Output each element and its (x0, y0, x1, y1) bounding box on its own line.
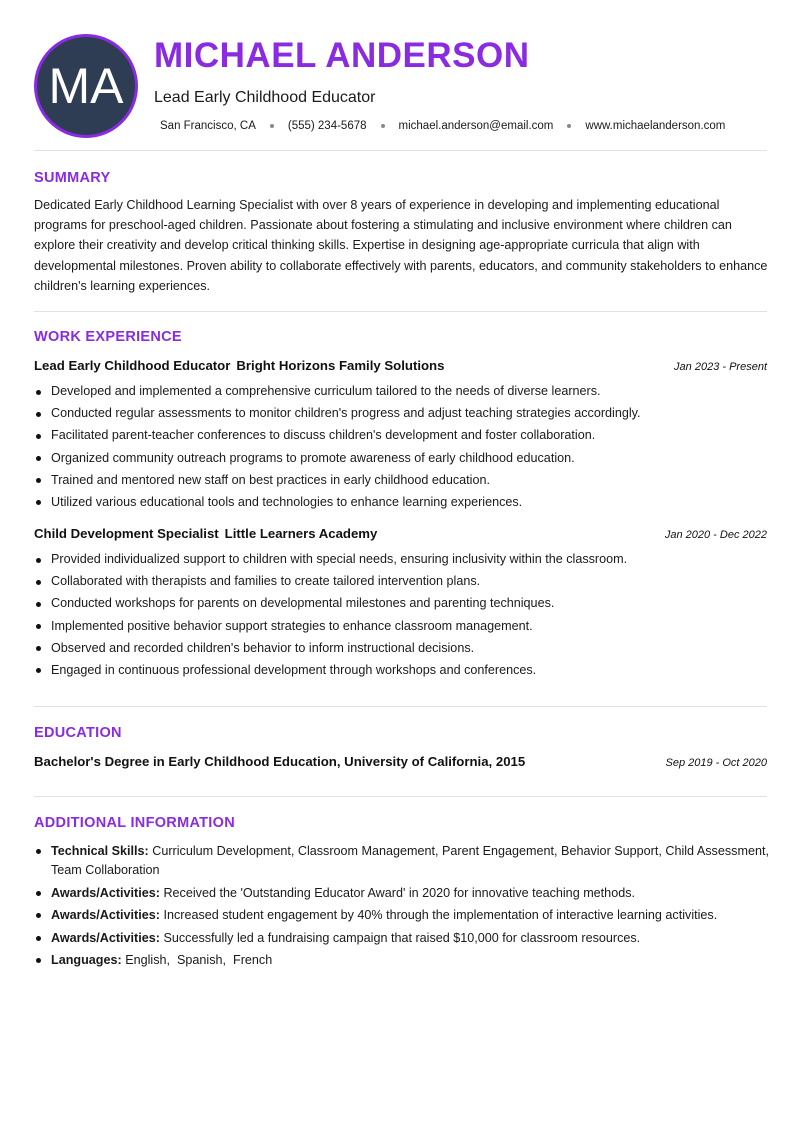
avatar (34, 34, 138, 138)
section-title-additional-information: ADDITIONAL INFORMATION (34, 815, 235, 831)
job-dates: Jan 2023 - Present (674, 361, 767, 373)
avatar-initials: MA (48, 58, 124, 114)
info-text: Curriculum Development, Classroom Management, Parent Engagement, Behavior Support, Child Assessment, Team Collaboration (51, 844, 769, 877)
contact-bar (160, 120, 725, 132)
contact-website[interactable]: www.michaelanderson.com (585, 120, 726, 132)
list-item: Collaborated with therapists and families to create tailored intervention plans. (34, 573, 769, 590)
list-item: Developed and implemented a comprehensive curriculum tailored to the needs of diverse learners. (34, 383, 769, 400)
list-item: Observed and recorded children's behavior to inform instructional decisions. (34, 640, 769, 657)
job-company: Bright Horizons Family Solutions (236, 358, 445, 373)
info-label: Technical Skills: (51, 844, 149, 858)
education-dates: Sep 2019 - Oct 2020 (665, 757, 767, 769)
list-item (34, 906, 769, 925)
list-item: Organized community outreach programs to promote awareness of early childhood education. (34, 450, 769, 467)
summary-text: Dedicated Early Childhood Learning Specialist with over 8 years of experience in developing and implementing educational programs for preschool-aged children. Passionate about fostering a stimulating and inclusive environment where children can explore their creativity and develop critical thinking skills. Expertise in designing age-appropriate curricula that align with developmental milestones. Proven ability to collaborate effectively with parents, educators, and community stakeholders to enhance children's learning experiences. (34, 198, 768, 293)
info-text: English, Spanish, French (125, 953, 273, 967)
list-item: Conducted workshops for parents on developmental milestones and parenting techniques. (34, 595, 769, 612)
list-item (34, 884, 769, 903)
job-company: Little Learners Academy (224, 526, 378, 541)
contact-location: San Francisco, CA (160, 120, 256, 132)
section-title-work-experience: WORK EXPERIENCE (34, 329, 182, 345)
info-label: Languages: (51, 953, 122, 967)
info-label: Awards/Activities: (51, 908, 160, 922)
job-bullets (34, 551, 769, 684)
list-item: Engaged in continuous professional development through workshops and conferences. (34, 662, 769, 679)
info-label: Awards/Activities: (51, 930, 160, 945)
contact-email[interactable]: michael.anderson@email.com (398, 120, 554, 132)
info-text: Received the 'Outstanding Educator Award' in 2020 for innovative teaching methods. (163, 885, 635, 900)
additional-info-list (34, 842, 769, 974)
list-item: Trained and mentored new staff on best practices in early childhood education. (34, 472, 769, 489)
job-bullets (34, 383, 769, 516)
section-title-summary: SUMMARY (34, 170, 111, 186)
separator-dot (381, 124, 385, 128)
job-role: Lead Early Childhood Educator (34, 358, 231, 373)
contact-phone[interactable]: (555) 234-5678 (287, 120, 367, 132)
list-item: Implemented positive behavior support strategies to enhance classroom management. (34, 618, 769, 635)
divider (34, 796, 767, 797)
divider (34, 706, 767, 707)
info-text: Increased student engagement by 40% through the implementation of interactive learning activities. (163, 908, 718, 922)
list-item (34, 842, 769, 880)
list-item: Facilitated parent-teacher conferences to discuss children's development and foster collaboration. (34, 427, 769, 444)
list-item (34, 929, 769, 948)
job-header (34, 358, 767, 373)
candidate-title: Lead Early Childhood Educator (154, 89, 376, 106)
separator-dot (270, 124, 274, 128)
section-title-education: EDUCATION (34, 725, 122, 741)
job-header (34, 526, 767, 541)
list-item: Provided individualized support to children with special needs, ensuring inclusivity within the classroom. (34, 551, 769, 568)
divider (34, 150, 767, 151)
candidate-name: MICHAEL ANDERSON (154, 36, 530, 75)
info-text: Successfully led a fundraising campaign that raised $10,000 for classroom resources. (163, 930, 641, 945)
education-degree: Bachelor's Degree in Early Childhood Education, University of California, 2015 (34, 754, 526, 769)
list-item: Conducted regular assessments to monitor children's progress and adjust teaching strategies accordingly. (34, 405, 769, 422)
list-item: Utilized various educational tools and technologies to enhance learning experiences. (34, 494, 769, 511)
separator-dot (567, 124, 571, 128)
divider (34, 311, 767, 312)
info-label: Awards/Activities: (51, 885, 160, 900)
education-entry (34, 754, 767, 769)
list-item (34, 951, 769, 970)
job-dates: Jan 2020 - Dec 2022 (664, 529, 767, 541)
job-role: Child Development Specialist (34, 526, 219, 541)
